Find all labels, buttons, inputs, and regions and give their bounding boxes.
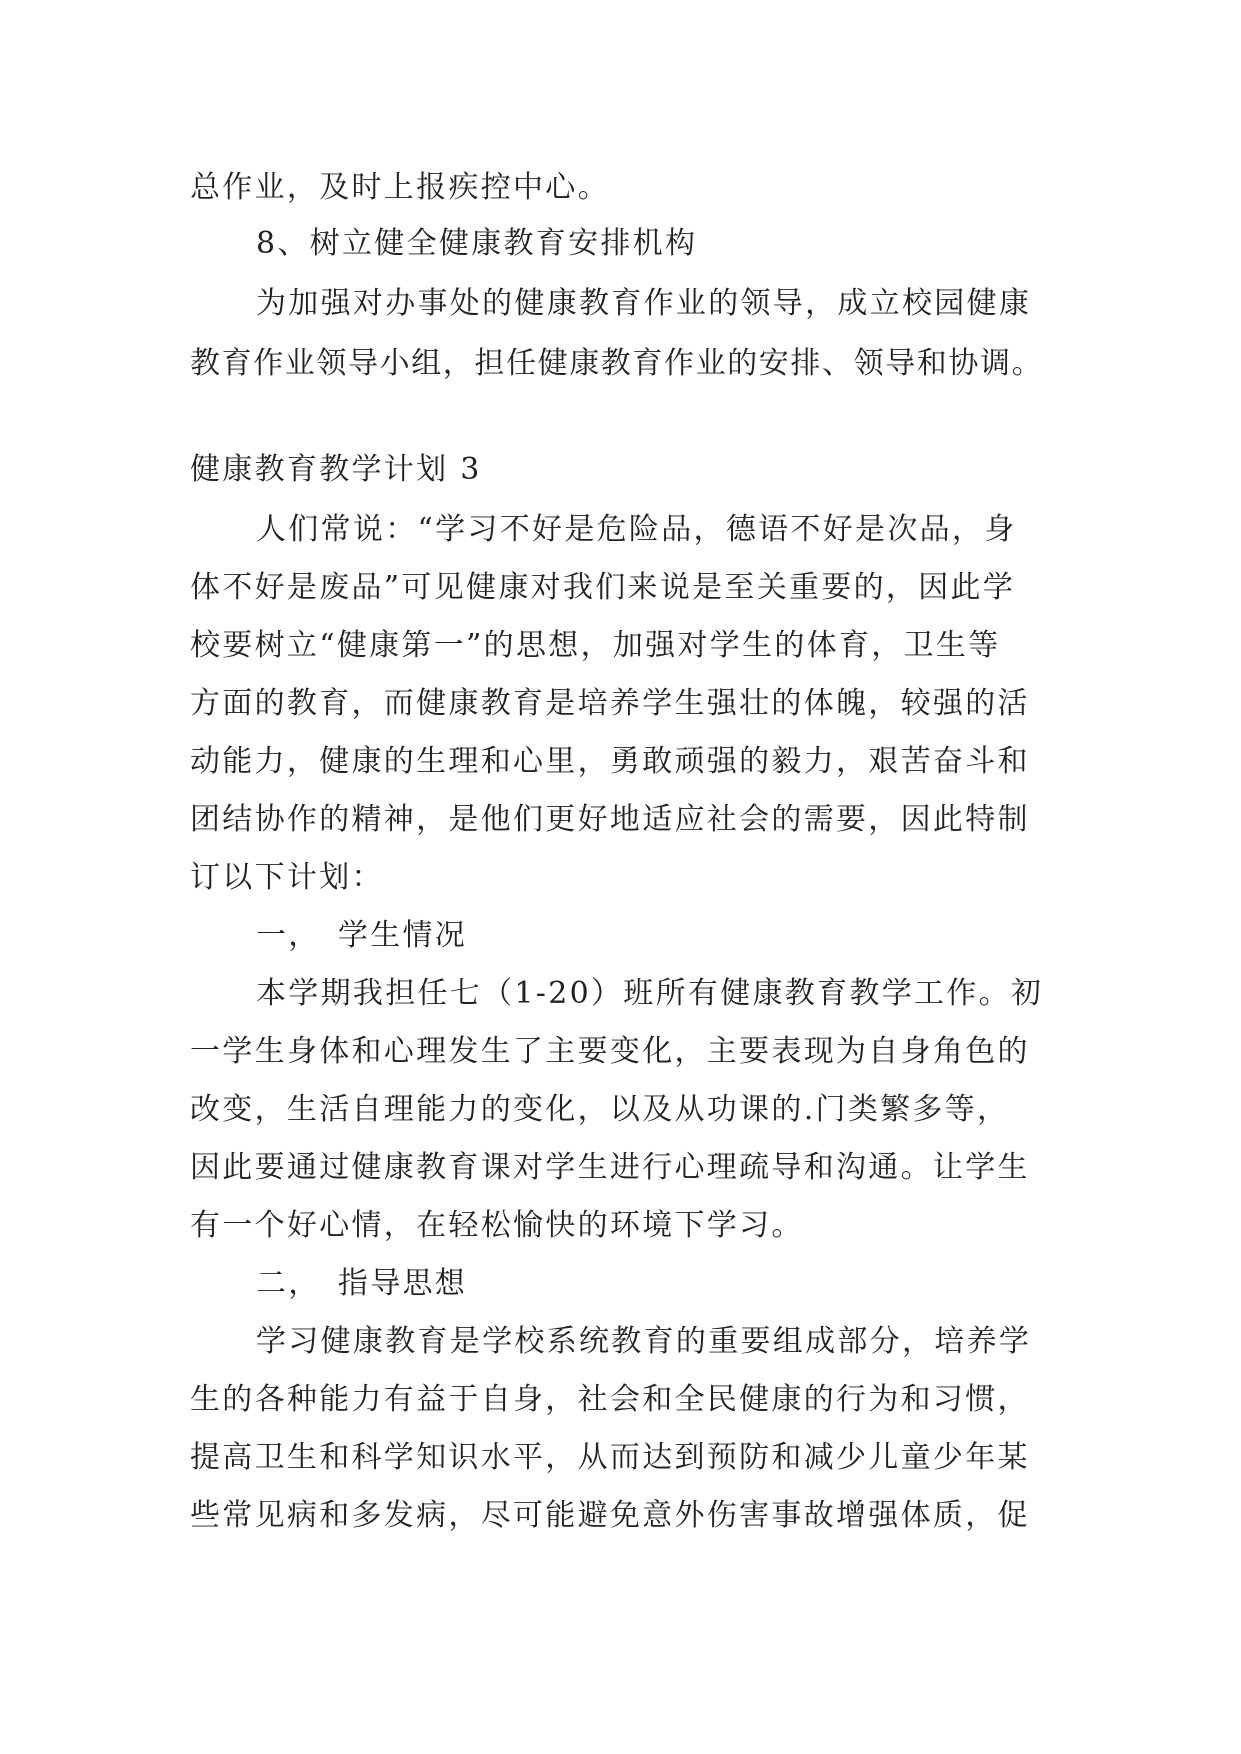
section-heading: 二， 指导思想 — [256, 1266, 468, 1301]
section-heading: 一， 学生情况 — [256, 918, 468, 953]
paragraph-line: 人们常说：“学习不好是危险品，德语不好是次品，身 — [256, 512, 1017, 547]
paragraph-line: 为加强对办事处的健康教育作业的领导，成立校园健康 — [256, 286, 1032, 321]
paragraph-line: 改变，生活自理能力的变化，以及从功课的.门类繁多等， — [190, 1092, 1010, 1127]
paragraph-line: 教育作业领导小组，担任健康教育作业的安排、领导和协调。 — [190, 346, 1044, 381]
paragraph-line: 提高卫生和科学知识水平，从而达到预防和减少儿童少年某 — [190, 1440, 1030, 1475]
paragraph-line: 校要树立“健康第一”的思想，加强对学生的体育，卫生等 — [190, 628, 1001, 663]
paragraph-line: 生的各种能力有益于自身，社会和全民健康的行为和习惯， — [190, 1382, 1030, 1417]
paragraph-line: 本学期我担任七（1-20）班所有健康教育教学工作。初 — [256, 976, 1044, 1011]
paragraph-line: 方面的教育，而健康教育是培养学生强壮的体魄，较强的活 — [190, 686, 1030, 721]
paragraph-line: 订以下计划： — [190, 860, 384, 895]
section-heading: 8、树立健全健康教育安排机构 — [256, 226, 698, 261]
paragraph-line: 一学生身体和心理发生了主要变化，主要表现为自身角色的 — [190, 1034, 1030, 1069]
section-title: 健康教育教学计划 3 — [190, 452, 482, 487]
paragraph-line: 动能力，健康的生理和心里，勇敢顽强的毅力，艰苦奋斗和 — [190, 744, 1030, 779]
paragraph-line: 学习健康教育是学校系统教育的重要组成部分，培养学 — [256, 1324, 1032, 1359]
paragraph-line: 总作业，及时上报疾控中心。 — [190, 170, 610, 205]
paragraph-line: 体不好是废品”可见健康对我们来说是至关重要的，因此学 — [190, 570, 1016, 605]
paragraph-line: 团结协作的精神，是他们更好地适应社会的需要，因此特制 — [190, 802, 1030, 837]
paragraph-line: 有一个好心情，在轻松愉快的环境下学习。 — [190, 1208, 804, 1243]
paragraph-line: 些常见病和多发病，尽可能避免意外伤害事故增强体质，促 — [190, 1498, 1030, 1533]
paragraph-line: 因此要通过健康教育课对学生进行心理疏导和沟通。让学生 — [190, 1150, 1030, 1185]
